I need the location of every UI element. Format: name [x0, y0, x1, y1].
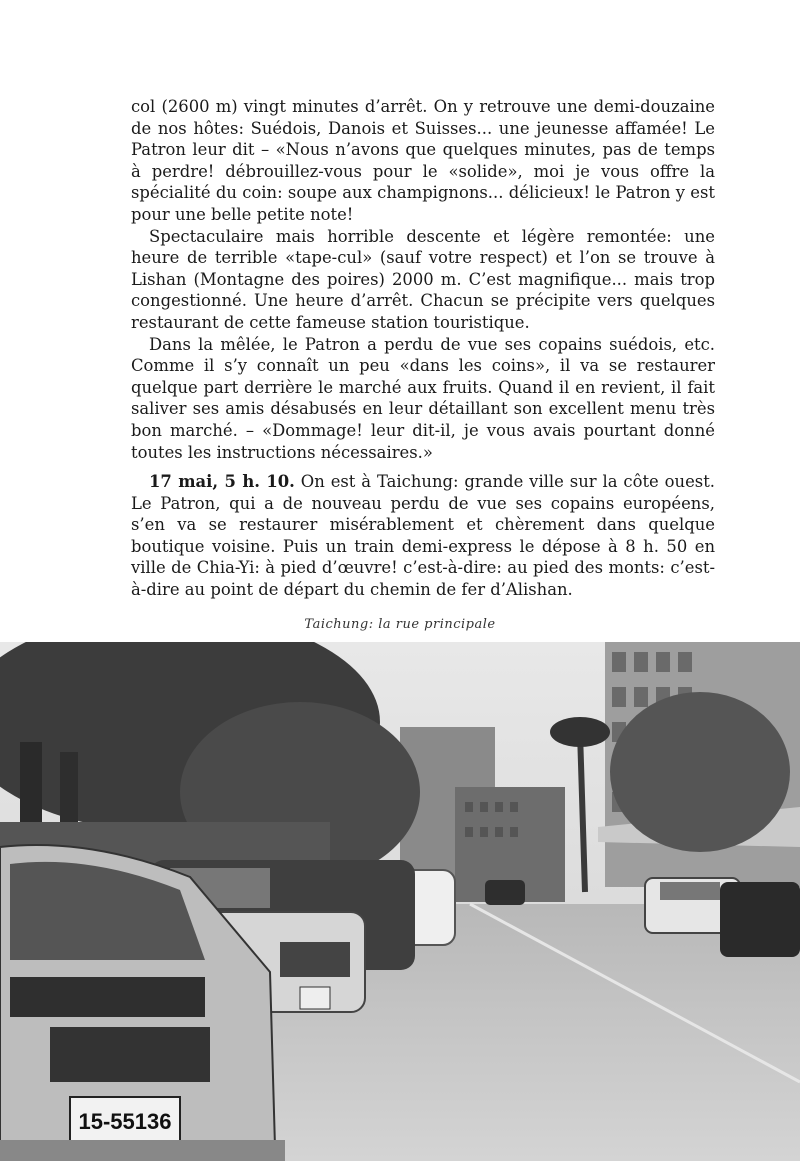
street-scene-image — [0, 642, 800, 1161]
body-text — [131, 96, 715, 601]
entry-text: On est à Taichung: grande ville sur la côte ouest. Le Patron, qui a de nouveau perdu de vue ses copains européens, s’en va se restaurer misérablement et chèrement dans quelque boutique voisine. Puis un train demi-express le dépose à 8 h. 50 en ville de Chia-Yi: à pied d’œuvre! c’est-à-dire: au pied des monts: c’est-à-dire au point de départ du chemin de fer d’Alishan. — [131, 472, 715, 600]
license-plate-number: 15-55136 — [78, 1109, 172, 1134]
dated-paragraph — [131, 471, 715, 601]
front-bumper — [0, 1140, 285, 1161]
distant-car — [485, 880, 525, 905]
front-car-grille — [50, 1027, 210, 1082]
tree-right — [610, 692, 790, 852]
paragraph-2: Spectaculaire mais horrible descente et légère remontée: une heure de terrible «tape-cul» (sauf votre respect) et l’on se trouve à Lishan (Montagne des poires) 2000 m. C’est magnifique... mais trop congestionné. Une heure d’arrêt. Chacun se précipite vers quelques restaurant de cette fameuse station touristique. — [131, 226, 715, 332]
street-photo — [0, 642, 800, 1161]
dark-car-right — [720, 882, 800, 957]
photo-caption: Taichung: la rue principale — [304, 617, 496, 632]
entry-date: 17 mai, 5 h. 10. — [149, 472, 295, 492]
front-car-grille-top — [10, 977, 205, 1017]
palm-fronds — [550, 717, 610, 747]
audi-grille — [280, 942, 350, 977]
paragraph-3: Dans la mêlée, le Patron a perdu de vue ses copains suédois, etc. Comme il s’y connaît un peu «dans les coins», il va se restaurer quelque part derrière le marché aux fruits. Quand il en revient, il fait saliver ses amis désabusés en leur détaillant son excellent menu très bon marché. – «Dommage! leur dit-il, je vous avais pourtant donné toutes les instructions nécessaires.» — [131, 334, 715, 462]
paragraph-1: col (2600 m) vingt minutes d’arrêt. On y retrouve une demi-douzaine de nos hôtes: Suédois, Danois et Suisses... une jeunesse affamée! Le Patron leur dit – «Nous n’avons que quelques minutes, pas de temps à perdre! débrouillez-vous pour le «solide», moi je vous offre la spécialité du coin: soupe aux champignons... délicieux! le Patron y est pour une belle petite note! — [131, 97, 715, 224]
